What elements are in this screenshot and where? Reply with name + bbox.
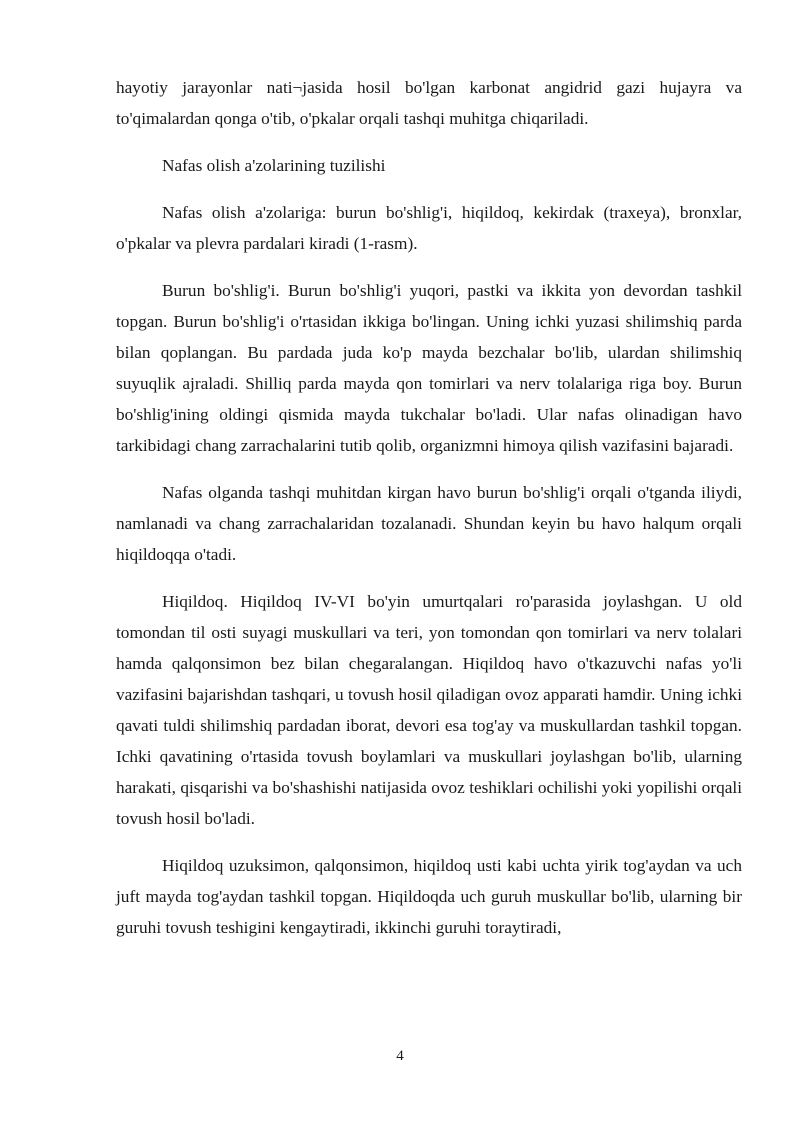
page-body — [116, 72, 742, 943]
paragraph-respiratory-organs: Nafas olish a'zolariga: burun bo'shlig'i, hiqildoq, kekirdak (traxeya), bronxlar, o'pkalar va plevra pardalari kiradi (1-rasm). — [116, 203, 742, 253]
page-number: 4 — [396, 1048, 404, 1064]
section-heading: Nafas olish a'zolarining tuzilishi — [162, 156, 386, 175]
paragraph-inhalation: Nafas olganda tashqi muhitdan kirgan havo burun bo'shlig'i orqali o'tganda iliydi, namlanadi va chang zarrachalaridan tozalanadi. Shundan keyin bu havo halqum orqali hiqildoqqa o'tadi. — [116, 483, 742, 564]
paragraph-continuation: hayotiy jarayonlar nati¬jasida hosil bo'lgan karbonat angidrid gazi hujayra va to'qimalardan qonga o'tib, o'pkalar orqali tashqi muhitga chiqariladi. — [116, 78, 742, 128]
paragraph-larynx: Hiqildoq. Hiqildoq IV-VI bo'yin umurtqalari ro'parasida joylashgan. U old tomondan til osti suyagi muskullari va teri, yon tomondan qon tomirlari va nerv tolalari hamda qalqonsimon bez bilan chegaralangan. Hiqildoq havo o'tkazuvchi nafas yo'li vazifasini bajarishdan tashqari, u tovush hosil qiladigan ovoz apparati hamdir. Uning ichki qavati tuldi shilimshiq pardadan iborat, devori esa tog'ay va muskullardan tashkil topgan. Ichki qavatining o'rtasida tovush boylamlari va muskullari joylashgan bo'lib, ularning harakati, qisqarishi va bo'shashishi natijasida ovoz teshiklari ochilishi yoki yopilishi orqali tovush hosil bo'ladi. — [116, 592, 742, 828]
paragraph-larynx-cartilage: Hiqildoq uzuksimon, qalqonsimon, hiqildoq usti kabi uchta yirik tog'aydan va uch juft mayda tog'aydan tashkil topgan. Hiqildoqda uch guruh muskullar bo'lib, ularning bir guruhi tovush teshigini kengaytiradi, ikkinchi guruhi toraytiradi, — [116, 856, 742, 937]
paragraph-nasal-cavity: Burun bo'shlig'i. Burun bo'shlig'i yuqori, pastki va ikkita yon devordan tashkil topgan. Burun bo'shlig'i o'rtasidan ikkiga bo'lingan. Uning ichki yuzasi shilimshiq parda bilan qoplangan. Bu pardada juda ko'p mayda bezchalar bo'lib, ulardan shilimshiq suyuqlik ajraladi. Shilliq parda mayda qon tomirlari va nerv tolalariga riga boy. Burun bo'shlig'ining oldingi qismida mayda tukchalar bo'ladi. Ular nafas olinadigan havo tarkibidagi chang zarrachalarini tutib qolib, organizmni himoya qilish vazifasini bajaradi. — [116, 281, 742, 455]
